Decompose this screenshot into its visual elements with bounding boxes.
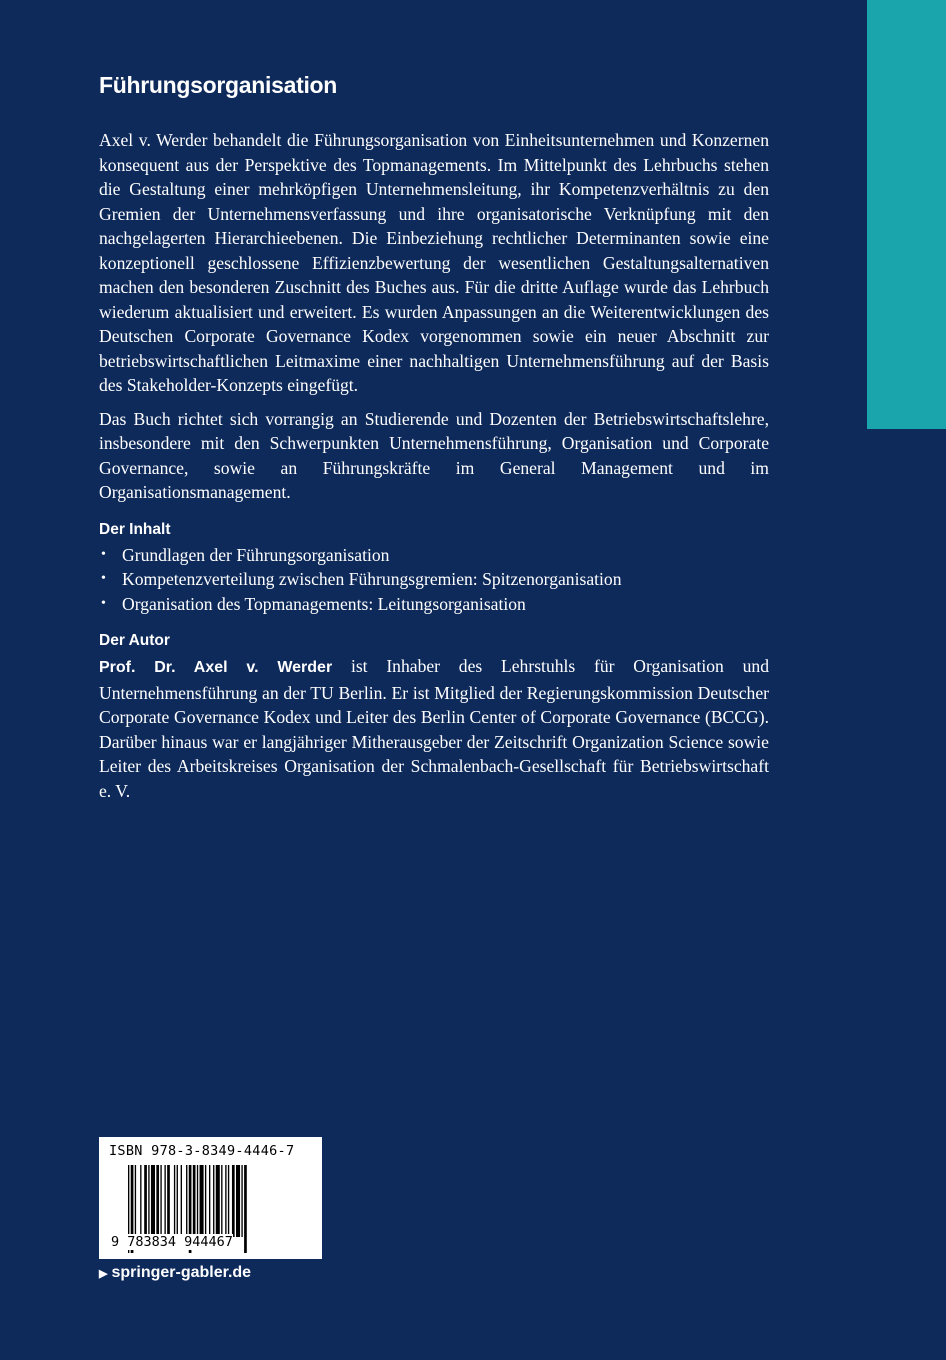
barcode-bar xyxy=(221,1165,222,1237)
author-heading: Der Autor xyxy=(99,632,170,649)
back-cover-text xyxy=(99,128,769,803)
list-item: • Grundlagen der Führungsorganisation xyxy=(99,543,769,568)
barcode-digits: 9 783834 944467 xyxy=(111,1234,233,1250)
barcode-bar xyxy=(174,1165,175,1237)
barcode-bar xyxy=(216,1165,220,1237)
arrow-right-icon: ▶ xyxy=(99,1267,108,1280)
isbn-barcode xyxy=(99,1137,322,1259)
barcode-bar xyxy=(225,1165,226,1237)
barcode-bar xyxy=(213,1165,214,1237)
barcode-bar xyxy=(164,1165,165,1237)
barcode-bar xyxy=(200,1165,204,1237)
barcode-bar xyxy=(186,1165,187,1237)
author-bio xyxy=(99,654,769,803)
barcode-bar xyxy=(193,1165,196,1237)
publisher-url: springer-gabler.de xyxy=(111,1264,252,1281)
contents-heading: Der Inhalt xyxy=(99,520,171,538)
barcode-bar xyxy=(151,1165,155,1237)
barcode-bar xyxy=(205,1165,206,1237)
barcode-bar xyxy=(181,1165,182,1237)
barcode-bar xyxy=(144,1165,147,1237)
list-item: • Organisation des Topmanagements: Leitungsorganisation xyxy=(99,592,769,617)
barcode-bar xyxy=(244,1165,247,1253)
author-name: Prof. Dr. Axel v. Werder xyxy=(99,659,333,676)
barcode-bar xyxy=(241,1165,242,1237)
book-title: Führungsorganisation xyxy=(99,72,338,98)
accent-bar xyxy=(867,0,946,429)
barcode-bar xyxy=(160,1165,161,1237)
barcode-bar xyxy=(167,1165,170,1237)
barcode-bar xyxy=(148,1165,149,1237)
description-paragraph-1: Axel v. Werder behandelt die Führungsorganisation von Einheitsunternehmen und Konzernen konsequent aus der Perspektive des Topmanagements. Im Mittelpunkt des Lehrbuchs stehen die Gestaltung einer mehrköpfigen Unternehmensleitung, ihr Kompetenzverhältnis zu den Gremien der Unternehmensverfassung und ihre organisatorische Verknüpfung mit den nachgelagerten Hierarchieebenen. Die Einbeziehung rechtlicher Determinanten sowie eine konzeptionell geschlossene Effizienzbewertung der wesentlichen Gestaltungsalternativen machen den besonderen Zuschnitt des Buches aus. Für die dritte Auflage wurde das Lehrbuch wiederum aktualisiert und erweitert. Es wurden Anpassungen an die Weiterentwicklungen des Deutschen Corporate Governance Kodex vorgenommen sowie ein neuer Abschnitt zur betriebswirtschaftlichen Leitmaxime einer nachhaltigen Unternehmensführung auf der Basis des Stakeholder-Konzepts eingefügt. xyxy=(99,130,769,395)
barcode-bar xyxy=(140,1165,141,1237)
list-item: • Kompetenzverteilung zwischen Führungsgremien: Spitzenorganisation xyxy=(99,567,769,592)
publisher-link[interactable] xyxy=(99,1264,251,1282)
author-bio-text: ist Inhaber des Lehrstuhls für Organisation und Unternehmensführung an der TU Berlin. Er ist Mitglied der Regierungskommission Deutscher Corporate Governance Kodex und Leiter des Berlin Center of Corporate Governance (BCCG). Darüber hinaus war er langjähriger Mitherausgeber der Zeitschrift Organization Science sowie Leiter des Arbeitskreises Organisation der Schmalenbach-Gesellschaft für Betriebswirtschaft e. V. xyxy=(99,656,769,801)
description-paragraph-2: Das Buch richtet sich vorrangig an Studierende und Dozenten der Betriebswirtschaftslehre, insbesondere mit den Schwerpunkten Unternehmensführung, Organisation und Corporate Governance, sowie an Führungskräfte im General Management und im Organisationsmanagement. xyxy=(99,408,769,502)
contents-list xyxy=(99,543,769,617)
barcode-bar xyxy=(228,1165,229,1237)
barcode-bar xyxy=(177,1165,178,1237)
barcode-bar xyxy=(197,1165,198,1237)
barcode-bar xyxy=(135,1165,136,1237)
barcode-bar xyxy=(236,1165,240,1237)
isbn-label: ISBN 978-3-8349-4446-7 xyxy=(109,1143,295,1159)
barcode-bar xyxy=(232,1165,235,1237)
barcode-bar xyxy=(209,1165,210,1237)
barcode-bar xyxy=(156,1165,159,1237)
